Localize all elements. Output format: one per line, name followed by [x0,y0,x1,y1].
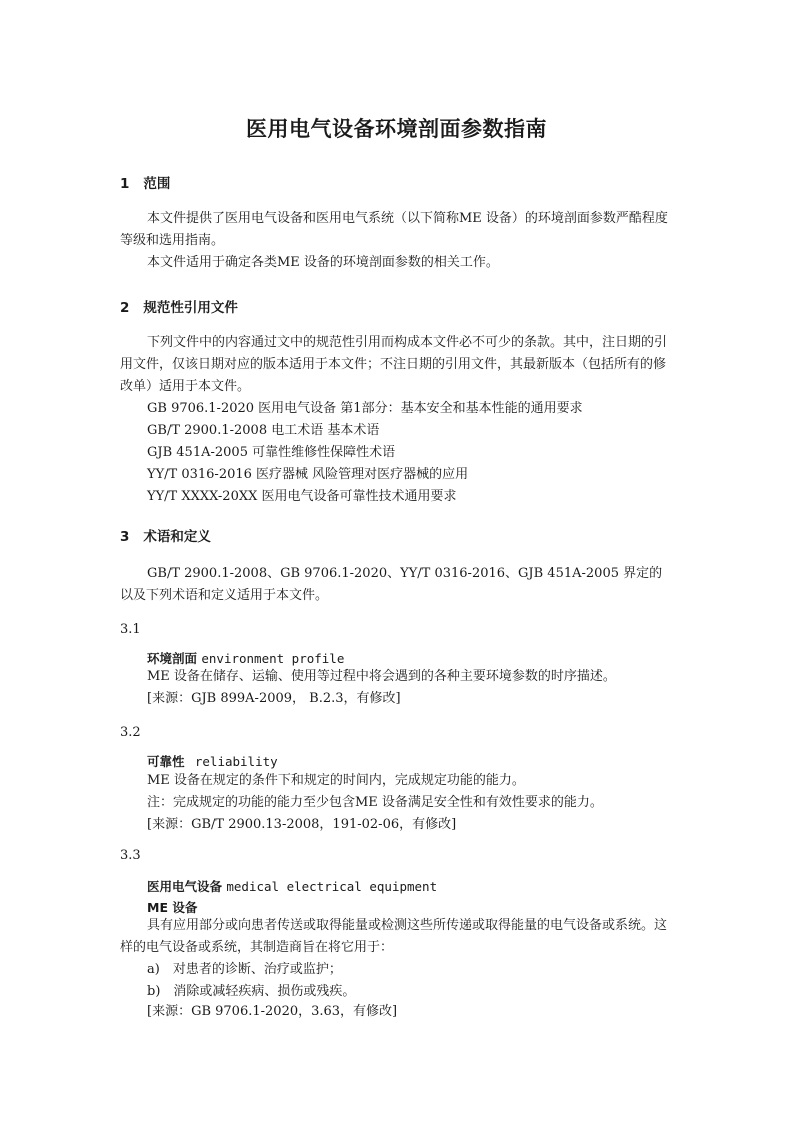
term-number: 3.3 [120,848,141,863]
section-1-para-1: 本文件提供了医用电气设备和医用电气系统（以下简称ME 设备）的环境剖面参数严酷程度等级和选用指南。 [120,211,668,248]
section-1-number: 1 [120,176,130,192]
term-number: 3.1 [120,622,141,637]
term-en: environment profile [201,651,345,666]
section-1-para-2: 本文件适用于确定各类ME 设备的环境剖面参数的相关工作。 [147,255,499,270]
term-en: reliability [194,754,278,769]
list-item: b) 消除或减轻疾病、损伤或残疾。 [147,984,356,999]
term-zh: 医用电气设备 [147,879,223,894]
term-definition: 具有应用部分或向患者传送或取得能量或检测这些所传递或取得能量的电气设备或系统。这样的电气设备或系统，其制造商旨在将它用于： [120,918,668,955]
term-definition: ME 设备在规定的条件下和规定的时间内，完成规定功能的能力。 [147,773,525,788]
list-item: a) 对患者的诊断、治疗或监护； [147,962,342,977]
section-2-intro: 下列文件中的内容通过文中的规范性引用而构成本文件必不可少的条款。其中，注日期的引用文件，仅该日期对应的版本适用于本文件；不注日期的引用文件，其最新版本（包括所有的修改单）适用于本文件。 [120,335,668,394]
section-1-title: 范围 [143,176,171,192]
term-source: [来源：GB/T 2900.13-2008，191-02-06，有修改] [147,817,457,832]
term-number: 3.2 [120,725,141,740]
term-source: [来源：GB 9706.1-2020，3.63，有修改] [147,1004,398,1019]
term-en: medical electrical equipment [226,879,438,894]
section-3-number: 3 [120,529,130,545]
term-definition: ME 设备在储存、运输、使用等过程中将会遇到的各种主要环境参数的时序描述。 [147,669,616,684]
reference-item: GB/T 2900.1-2008 电工术语 基本术语 [147,423,380,438]
section-3-heading [120,525,211,545]
page-title: 医用电气设备环境剖面参数指南 [246,117,547,141]
reference-item: GJB 451A-2005 可靠性维修性保障性术语 [147,445,396,460]
section-2-number: 2 [120,300,130,316]
term-note: 注：完成规定的功能的能力至少包含ME 设备满足安全性和有效性要求的能力。 [147,795,603,810]
section-3-intro: GB/T 2900.1-2008、GB 9706.1-2020、YY/T 0316-2016、GJB 451A-2005 界定的以及下列术语和定义适用于本文件。 [120,566,663,603]
term-heading [147,649,344,667]
term-zh: 环境剖面 [147,651,198,666]
term-source: [来源：GJB 899A-2009， B.2.3，有修改] [147,691,401,706]
term-heading [147,877,437,895]
reference-item: GB 9706.1-2020 医用电气设备 第1部分：基本安全和基本性能的通用要求 [147,401,583,416]
term-zh: 可靠性 [147,754,185,769]
section-2-title: 规范性引用文件 [143,300,238,316]
section-1-heading [120,172,170,192]
section-3-title: 术语和定义 [143,529,211,545]
term-abbreviation: ME 设备 [147,900,198,915]
section-2-heading [120,296,238,316]
term-heading [147,752,278,770]
reference-item: YY/T XXXX-20XX 医用电气设备可靠性技术通用要求 [147,489,457,504]
reference-item: YY/T 0316-2016 医疗器械 风险管理对医疗器械的应用 [147,467,469,482]
